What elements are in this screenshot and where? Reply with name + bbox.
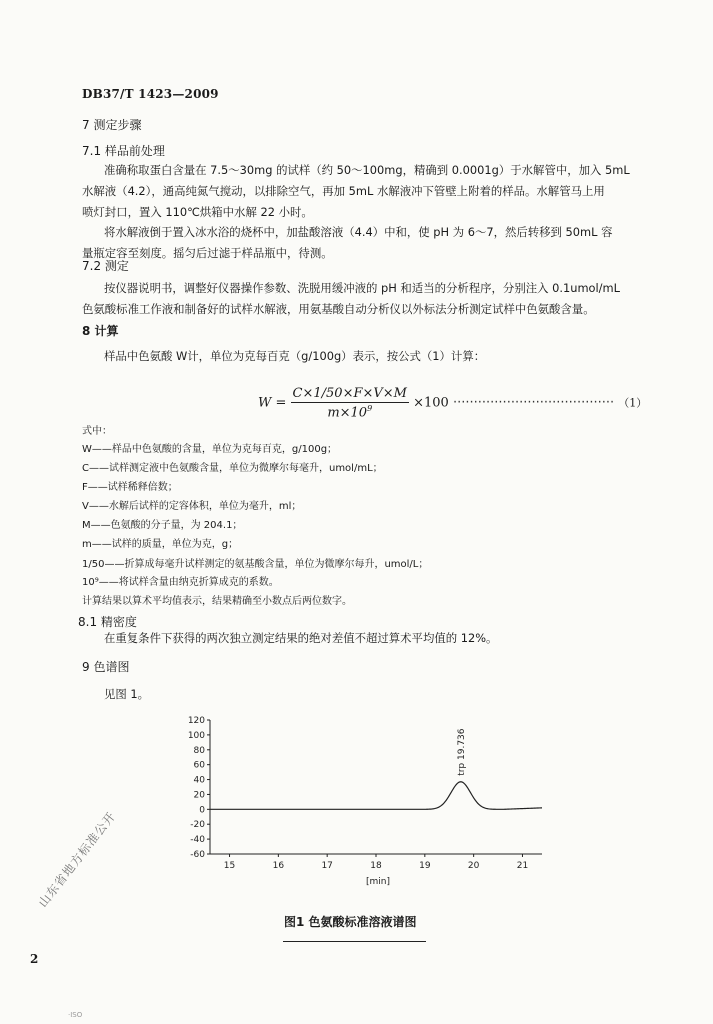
y-tick-label: 40 bbox=[193, 775, 205, 786]
paragraph-line: 按仪器说明书，调整好仪器操作参数、洗脱用缓冲液的 pH 和适当的分析程序，分别注入 0.1umol/mL bbox=[104, 281, 620, 295]
x-tick-label: 16 bbox=[272, 861, 285, 871]
variable-definition: V——水解后试样的定容体积，单位为毫升，ml； bbox=[82, 501, 302, 512]
formula-lhs: W = bbox=[258, 395, 287, 411]
variable-definition: m——试样的质量，单位为克，g； bbox=[82, 539, 239, 550]
x-tick-label: 20 bbox=[467, 861, 480, 871]
section-7-heading: 7 测定步骤 bbox=[82, 118, 142, 132]
x-axis-ticks bbox=[224, 854, 528, 871]
x-tick-label: 15 bbox=[223, 861, 236, 871]
corner-mark: ·ISO bbox=[68, 1011, 83, 1019]
formula-exponent: 9 bbox=[367, 404, 373, 413]
calc-intro: 样品中色氨酸 W计，单位为克每百克（g/100g）表示，按公式（1）计算： bbox=[104, 349, 486, 363]
paragraph-line: 色氨酸标准工作液和制备好的试样水解液，用氨基酸自动分析仪以外标法分析测定试样中色氨酸含量。 bbox=[82, 302, 595, 316]
paragraph-line: 喷灯封口，置入 110℃烘箱中水解 22 小时。 bbox=[82, 205, 313, 219]
formula-dots: ······································· bbox=[452, 395, 615, 411]
paragraph-line: 准确称取蛋白含量在 7.5～30mg 的试样（约 50～100mg，精确到 0.0001g）于水解管中，加入 5mL bbox=[104, 163, 630, 177]
formula-denominator: m×10 bbox=[327, 405, 368, 421]
x-axis-label: [min] bbox=[366, 877, 390, 887]
section-9-heading: 9 色谱图 bbox=[82, 660, 130, 674]
where-label: 式中： bbox=[82, 426, 112, 437]
formula-1 bbox=[258, 386, 647, 420]
chart-axes bbox=[210, 720, 542, 854]
document-code: DB37/T 1423—2009 bbox=[82, 87, 219, 101]
y-tick-label: -40 bbox=[190, 835, 205, 846]
section-8-1-heading: 8.1 精密度 bbox=[78, 615, 137, 629]
x-tick-label: 18 bbox=[370, 861, 382, 871]
variable-definition: F——试样稀释倍数； bbox=[82, 482, 178, 493]
chromatogram-chart bbox=[160, 706, 560, 896]
x-tick-label: 19 bbox=[419, 861, 431, 871]
figure-caption: 图1 色氨酸标准溶液谱图 bbox=[284, 915, 417, 929]
paragraph-line: 水解液（4.2），通高纯氮气搅动，以排除空气，再加 5mL 水解液冲下管壁上附着的样品。水解管马上用 bbox=[82, 184, 605, 198]
y-tick-label: 60 bbox=[193, 760, 205, 771]
x-tick-label: 17 bbox=[321, 861, 333, 871]
see-figure: 见图 1。 bbox=[104, 687, 150, 701]
peak-label: trp 19.736 bbox=[456, 728, 467, 776]
page-number: 2 bbox=[30, 952, 39, 966]
formula-tail: ×100 bbox=[413, 395, 449, 411]
series-line bbox=[210, 782, 542, 810]
variable-definition: W——样品中色氨酸的含量，单位为克每百克，g/100g； bbox=[82, 444, 338, 455]
y-tick-label: -20 bbox=[190, 820, 205, 831]
y-tick-label: 120 bbox=[187, 716, 205, 726]
variable-definition: M——色氨酸的分子量，为 204.1； bbox=[82, 520, 243, 531]
variable-definition: 10⁹——将试样含量由纳克折算成克的系数。 bbox=[82, 577, 279, 588]
paragraph-line: 量瓶定容至刻度。摇匀后过滤于样品瓶中，待测。 bbox=[82, 246, 333, 260]
variable-definition: 1/50——折算成每毫升试样测定的氨基酸含量，单位为微摩尔每升，umol/L； bbox=[82, 559, 429, 570]
caption-underline bbox=[283, 941, 426, 942]
watermark-stamp: 山东省地方标准公开 bbox=[35, 809, 119, 910]
y-tick-label: 80 bbox=[193, 745, 205, 756]
section-7-2-heading: 7.2 测定 bbox=[82, 259, 129, 273]
section-8-heading: 8 计算 bbox=[82, 324, 119, 338]
paragraph-line: 将水解液倒于置入冰水浴的烧杯中，加盐酸溶液（4.4）中和，使 pH 为 6～7，然后转移到 50mL 容 bbox=[104, 225, 613, 239]
y-tick-label: -60 bbox=[190, 850, 205, 860]
precision-text: 在重复条件下获得的两次独立测定结果的绝对差值不超过算术平均值的 12%。 bbox=[104, 631, 498, 645]
x-tick-label: 21 bbox=[516, 861, 529, 871]
y-tick-label: 100 bbox=[187, 730, 205, 741]
variable-definition: C——试样测定液中色氨酸含量，单位为微摩尔每毫升，umol/mL； bbox=[82, 463, 383, 474]
section-7-1-heading: 7.1 样品前处理 bbox=[82, 144, 165, 158]
y-tick-label: 0 bbox=[199, 805, 205, 816]
y-tick-label: 20 bbox=[193, 790, 205, 801]
formula-fraction bbox=[291, 386, 409, 420]
y-axis-ticks bbox=[188, 716, 210, 860]
formula-numerator: C×1/50×F×V×M bbox=[292, 386, 407, 401]
formula-equation-number: （1） bbox=[618, 396, 648, 410]
result-note: 计算结果以算术平均值表示，结果精确至小数点后两位数字。 bbox=[82, 596, 352, 607]
